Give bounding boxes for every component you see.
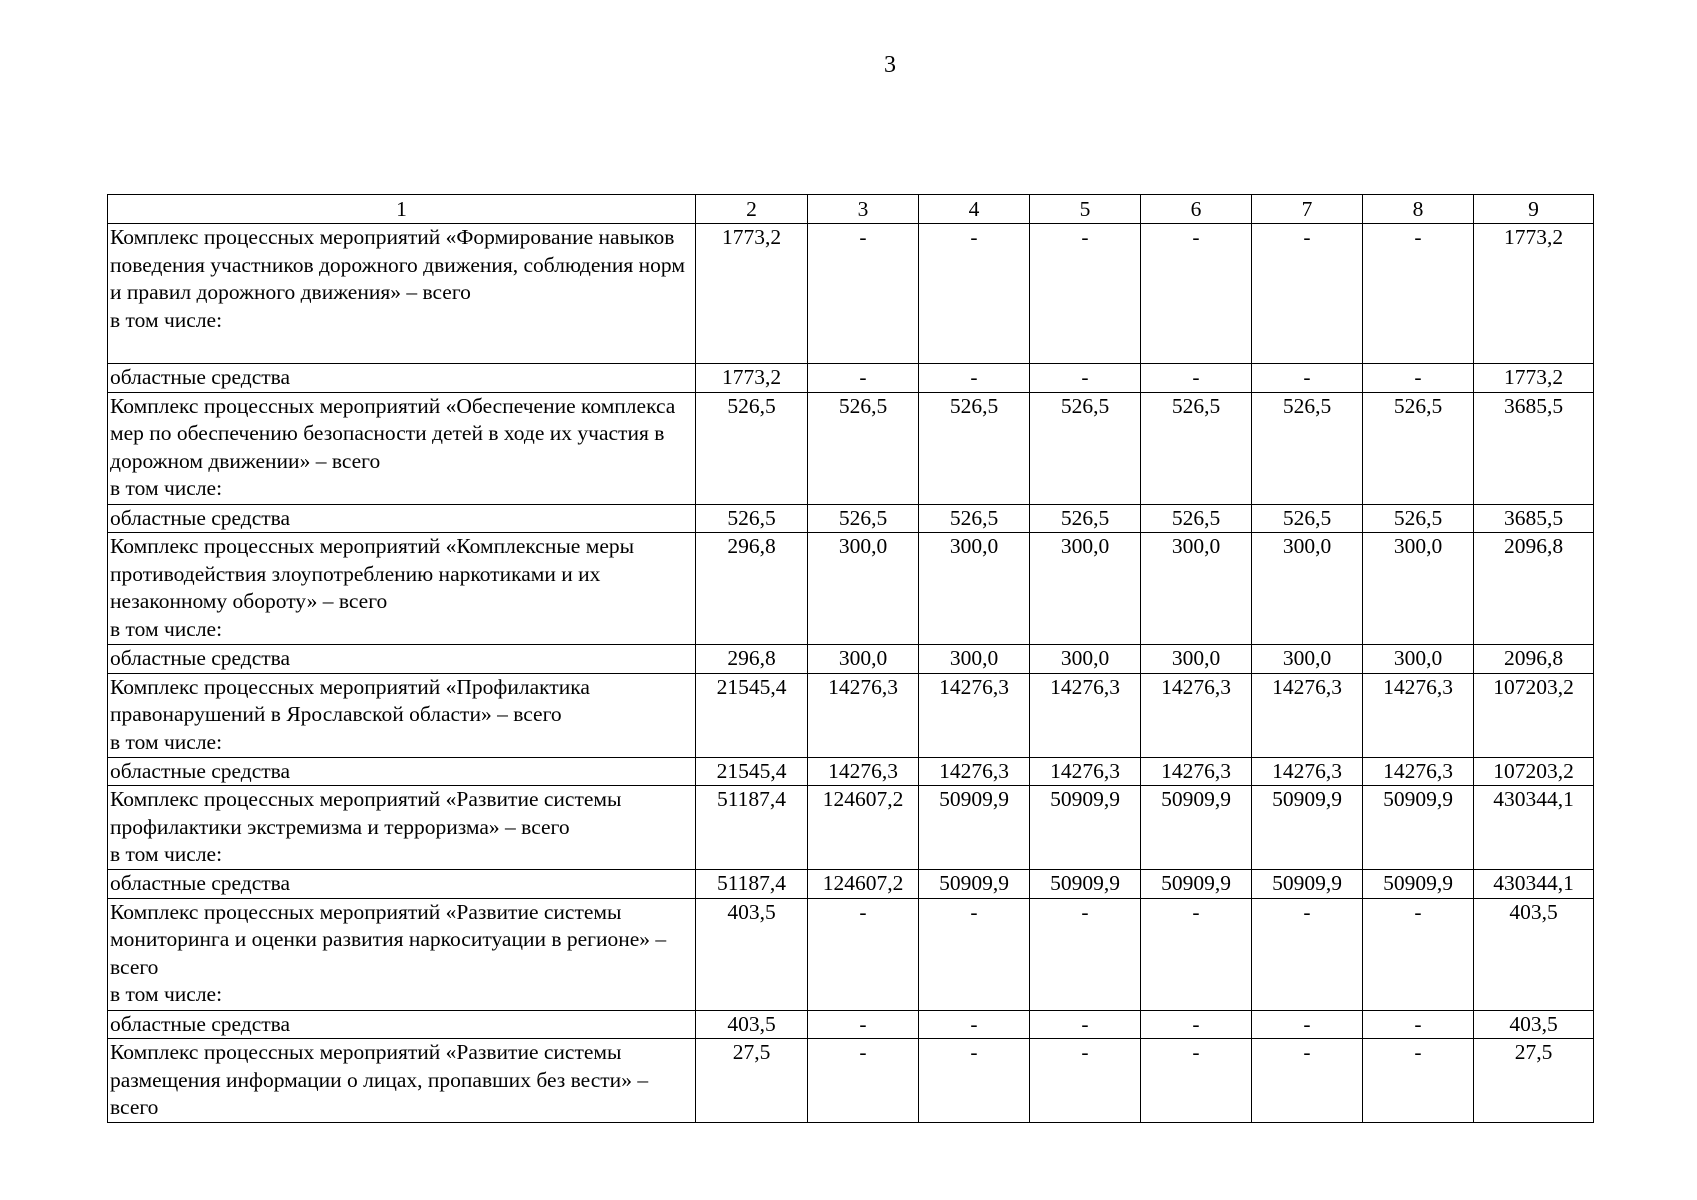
value-cell: 14276,3: [1141, 757, 1252, 786]
total-cell: 430344,1: [1474, 870, 1594, 899]
table-row-source: [108, 504, 1594, 533]
value-cell: 50909,9: [1030, 786, 1141, 870]
value-cell: 526,5: [808, 392, 919, 504]
value-cell: 14276,3: [1030, 673, 1141, 757]
row-label: областные средства: [108, 504, 696, 533]
value-cell: 51187,4: [696, 786, 808, 870]
value-cell: -: [1363, 1010, 1474, 1039]
value-cell: 300,0: [919, 533, 1030, 645]
value-cell: 403,5: [696, 1010, 808, 1039]
value-cell: 300,0: [1030, 645, 1141, 674]
row-label: Комплекс процессных мероприятий «Развитие системы размещения информации о лицах, пропавших без вести» – всего: [108, 1039, 696, 1123]
total-cell: 1773,2: [1474, 364, 1594, 393]
value-cell: 300,0: [1141, 533, 1252, 645]
total-cell: 403,5: [1474, 1010, 1594, 1039]
table-row-source: [108, 870, 1594, 899]
row-label: Комплекс процессных мероприятий «Профилактика правонарушений в Ярославской области» – всего в том числе:: [108, 673, 696, 757]
value-cell: -: [919, 1039, 1030, 1123]
table-header: [108, 195, 1594, 224]
row-label: Комплекс процессных мероприятий «Развитие системы профилактики экстремизма и терроризма» – всего в том числе:: [108, 786, 696, 870]
value-cell: 14276,3: [1363, 757, 1474, 786]
row-label: областные средства: [108, 364, 696, 393]
value-cell: 300,0: [1252, 533, 1363, 645]
value-cell: 526,5: [1252, 504, 1363, 533]
value-cell: -: [808, 1039, 919, 1123]
total-cell: 403,5: [1474, 898, 1594, 1010]
value-cell: 300,0: [1252, 645, 1363, 674]
value-cell: 526,5: [1252, 392, 1363, 504]
value-cell: -: [1030, 1010, 1141, 1039]
value-cell: 403,5: [696, 898, 808, 1010]
table-row-program: [108, 224, 1594, 364]
value-cell: -: [1252, 1010, 1363, 1039]
value-cell: -: [1141, 898, 1252, 1010]
value-cell: 51187,4: [696, 870, 808, 899]
value-cell: -: [1030, 898, 1141, 1010]
value-cell: 14276,3: [919, 757, 1030, 786]
value-cell: 14276,3: [808, 673, 919, 757]
value-cell: -: [1252, 898, 1363, 1010]
value-cell: 526,5: [1363, 392, 1474, 504]
header-cell: 3: [808, 195, 919, 224]
value-cell: 526,5: [919, 392, 1030, 504]
value-cell: -: [919, 898, 1030, 1010]
value-cell: 124607,2: [808, 786, 919, 870]
value-cell: 526,5: [696, 392, 808, 504]
row-label: Комплекс процессных мероприятий «Формирование навыков поведения участников дорожного движения, соблюдения норм и правил дорожного движения» – всего в том числе:: [108, 224, 696, 364]
total-cell: 1773,2: [1474, 224, 1594, 364]
row-label: областные средства: [108, 870, 696, 899]
value-cell: -: [1141, 364, 1252, 393]
value-cell: 300,0: [1363, 533, 1474, 645]
value-cell: -: [1252, 1039, 1363, 1123]
value-cell: 526,5: [1141, 392, 1252, 504]
value-cell: -: [1252, 224, 1363, 364]
value-cell: 526,5: [1141, 504, 1252, 533]
value-cell: -: [919, 224, 1030, 364]
value-cell: 526,5: [919, 504, 1030, 533]
value-cell: -: [1141, 1010, 1252, 1039]
value-cell: -: [1141, 1039, 1252, 1123]
value-cell: 300,0: [808, 533, 919, 645]
value-cell: 27,5: [696, 1039, 808, 1123]
header-cell: 5: [1030, 195, 1141, 224]
value-cell: -: [1363, 364, 1474, 393]
value-cell: 50909,9: [919, 786, 1030, 870]
value-cell: -: [808, 898, 919, 1010]
header-cell: 9: [1474, 195, 1594, 224]
value-cell: 526,5: [1030, 504, 1141, 533]
header-cell: 2: [696, 195, 808, 224]
page-number: 3: [884, 52, 896, 78]
total-cell: 107203,2: [1474, 673, 1594, 757]
value-cell: 50909,9: [1030, 870, 1141, 899]
row-label: областные средства: [108, 1010, 696, 1039]
total-cell: 3685,5: [1474, 504, 1594, 533]
value-cell: 14276,3: [1252, 673, 1363, 757]
value-cell: 14276,3: [919, 673, 1030, 757]
table-row-source: [108, 645, 1594, 674]
value-cell: 300,0: [919, 645, 1030, 674]
table-row-program: [108, 786, 1594, 870]
value-cell: 296,8: [696, 645, 808, 674]
row-label: областные средства: [108, 645, 696, 674]
value-cell: 526,5: [696, 504, 808, 533]
value-cell: 296,8: [696, 533, 808, 645]
value-cell: 21545,4: [696, 757, 808, 786]
total-cell: 107203,2: [1474, 757, 1594, 786]
value-cell: -: [1363, 898, 1474, 1010]
value-cell: -: [808, 224, 919, 364]
value-cell: 1773,2: [696, 224, 808, 364]
value-cell: -: [919, 364, 1030, 393]
value-cell: 14276,3: [808, 757, 919, 786]
table-row-source: [108, 364, 1594, 393]
value-cell: 50909,9: [1363, 870, 1474, 899]
row-label: Комплекс процессных мероприятий «Комплексные меры противодействия злоупотреблению наркотиками и их незаконному обороту» – всего в том числе:: [108, 533, 696, 645]
value-cell: 300,0: [808, 645, 919, 674]
value-cell: 50909,9: [919, 870, 1030, 899]
value-cell: 50909,9: [1252, 786, 1363, 870]
row-label: областные средства: [108, 757, 696, 786]
value-cell: -: [1030, 224, 1141, 364]
value-cell: -: [808, 1010, 919, 1039]
value-cell: 526,5: [1363, 504, 1474, 533]
value-cell: -: [919, 1010, 1030, 1039]
value-cell: 14276,3: [1141, 673, 1252, 757]
row-label: Комплекс процессных мероприятий «Обеспечение комплекса мер по обеспечению безопасности детей в ходе их участия в дорожном движении» – всего в том числе:: [108, 392, 696, 504]
total-cell: 3685,5: [1474, 392, 1594, 504]
value-cell: 14276,3: [1252, 757, 1363, 786]
value-cell: 14276,3: [1363, 673, 1474, 757]
value-cell: 50909,9: [1141, 870, 1252, 899]
table-row-program: [108, 1039, 1594, 1123]
table-row-source: [108, 757, 1594, 786]
value-cell: -: [808, 364, 919, 393]
table-body: [108, 224, 1594, 1123]
value-cell: 526,5: [1030, 392, 1141, 504]
header-cell: 6: [1141, 195, 1252, 224]
value-cell: 300,0: [1030, 533, 1141, 645]
table-row-program: [108, 673, 1594, 757]
value-cell: -: [1363, 224, 1474, 364]
total-cell: 2096,8: [1474, 533, 1594, 645]
header-row: [108, 195, 1594, 224]
value-cell: 14276,3: [1030, 757, 1141, 786]
value-cell: 300,0: [1141, 645, 1252, 674]
header-cell: 8: [1363, 195, 1474, 224]
table-row-program: [108, 533, 1594, 645]
header-cell: 1: [108, 195, 696, 224]
budget-table: [107, 194, 1594, 1123]
value-cell: 1773,2: [696, 364, 808, 393]
value-cell: 526,5: [808, 504, 919, 533]
header-cell: 4: [919, 195, 1030, 224]
value-cell: 50909,9: [1252, 870, 1363, 899]
value-cell: 124607,2: [808, 870, 919, 899]
value-cell: -: [1030, 364, 1141, 393]
row-label: Комплекс процессных мероприятий «Развитие системы мониторинга и оценки развития наркоситуации в регионе» – всего в том числе:: [108, 898, 696, 1010]
table-row-source: [108, 1010, 1594, 1039]
header-cell: 7: [1252, 195, 1363, 224]
value-cell: -: [1363, 1039, 1474, 1123]
value-cell: 50909,9: [1363, 786, 1474, 870]
table-row-program: [108, 392, 1594, 504]
value-cell: -: [1252, 364, 1363, 393]
value-cell: 21545,4: [696, 673, 808, 757]
total-cell: 2096,8: [1474, 645, 1594, 674]
value-cell: -: [1030, 1039, 1141, 1123]
total-cell: 430344,1: [1474, 786, 1594, 870]
value-cell: -: [1141, 224, 1252, 364]
total-cell: 27,5: [1474, 1039, 1594, 1123]
value-cell: 50909,9: [1141, 786, 1252, 870]
table-row-program: [108, 898, 1594, 1010]
value-cell: 300,0: [1363, 645, 1474, 674]
